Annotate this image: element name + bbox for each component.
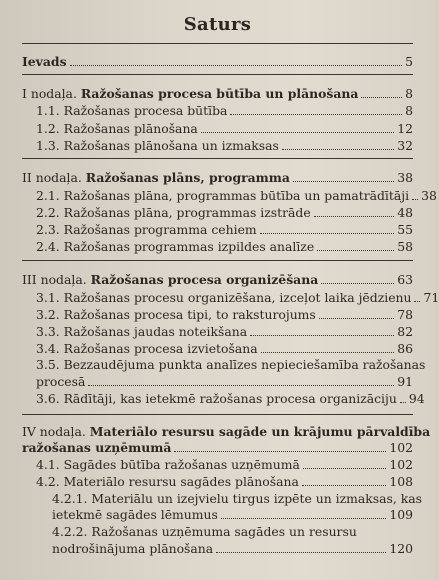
toc-chapter-1: I nodaļa. Ražošanas procesa būtība un plānošana 8 <box>22 86 413 101</box>
section-rule <box>22 74 413 75</box>
top-rule <box>22 43 413 44</box>
toc-section: 4.2. Materiālo resursu sagādes plānošana 108 <box>36 474 413 489</box>
toc-subsection: nodrošinājuma plānošana 120 <box>52 541 413 556</box>
toc-chapter-4: ražošanas uzņēmumā 102 <box>22 440 413 455</box>
toc-section: 2.1. Ražošanas plāna, programmas būtība un pamatrādītāji 38 <box>36 188 437 203</box>
section-rule <box>22 414 413 415</box>
toc-subsection-line1: 4.2.2. Ražošanas uzņēmuma sagādes un resursu <box>52 524 357 539</box>
toc-section: 1.1. Ražošanas procesa būtība 8 <box>36 103 413 118</box>
toc-subsection: ietekmē sagādes lēmumus 109 <box>52 507 413 522</box>
toc-section: 3.6. Rādītāji, kas ietekmē ražošanas procesa organizāciju 94 <box>36 391 425 406</box>
toc-section: 1.3. Ražošanas plānošana un izmaksas 32 <box>36 138 413 153</box>
toc-section: procesā 91 <box>36 374 413 389</box>
section-rule <box>22 158 413 159</box>
toc-section: 1.2. Ražošanas plānošana 12 <box>36 121 413 136</box>
toc-chapter-2: II nodaļa. Ražošanas plāns, programma 38 <box>22 170 413 185</box>
toc-section-line1: 3.5. Bezzaudējuma punkta analīzes nepieciešamība ražošanas <box>36 357 426 372</box>
dot-leader <box>70 65 403 66</box>
toc-chapter-4-line1: IV nodaļa. Materiālo resursu sagāde un krājumu pārvaldība <box>22 424 431 439</box>
toc-chapter-3: III nodaļa. Ražošanas procesa organizēšana 63 <box>22 272 413 287</box>
page-title: Saturs <box>183 14 252 35</box>
section-rule <box>22 260 413 261</box>
toc-section: 2.2. Ražošanas plāna, programmas izstrāde 48 <box>36 205 413 220</box>
toc-section: 3.2. Ražošanas procesa tipi, to raksturojums 78 <box>36 307 413 322</box>
toc-section: 3.3. Ražošanas jaudas noteikšana 82 <box>36 324 413 339</box>
toc-subsection-line1: 4.2.1. Materiālu un izejvielu tirgus izpēte un izmaksas, kas <box>52 491 423 506</box>
toc-entry-intro: Ievads 5 <box>22 54 413 69</box>
toc-section: 2.4. Ražošanas programmas izpildes analīze 58 <box>36 239 413 254</box>
toc-section: 3.1. Ražošanas procesu organizēšana, izceļot laika jēdzienu 71 <box>36 290 439 305</box>
toc-section: 3.4. Ražošanas procesa izvietošana 86 <box>36 341 413 356</box>
toc-section: 4.1. Sagādes būtība ražošanas uzņēmumā 102 <box>36 457 413 472</box>
dot-leader <box>361 97 402 98</box>
toc-section: 2.3. Ražošanas programma cehiem 55 <box>36 222 413 237</box>
